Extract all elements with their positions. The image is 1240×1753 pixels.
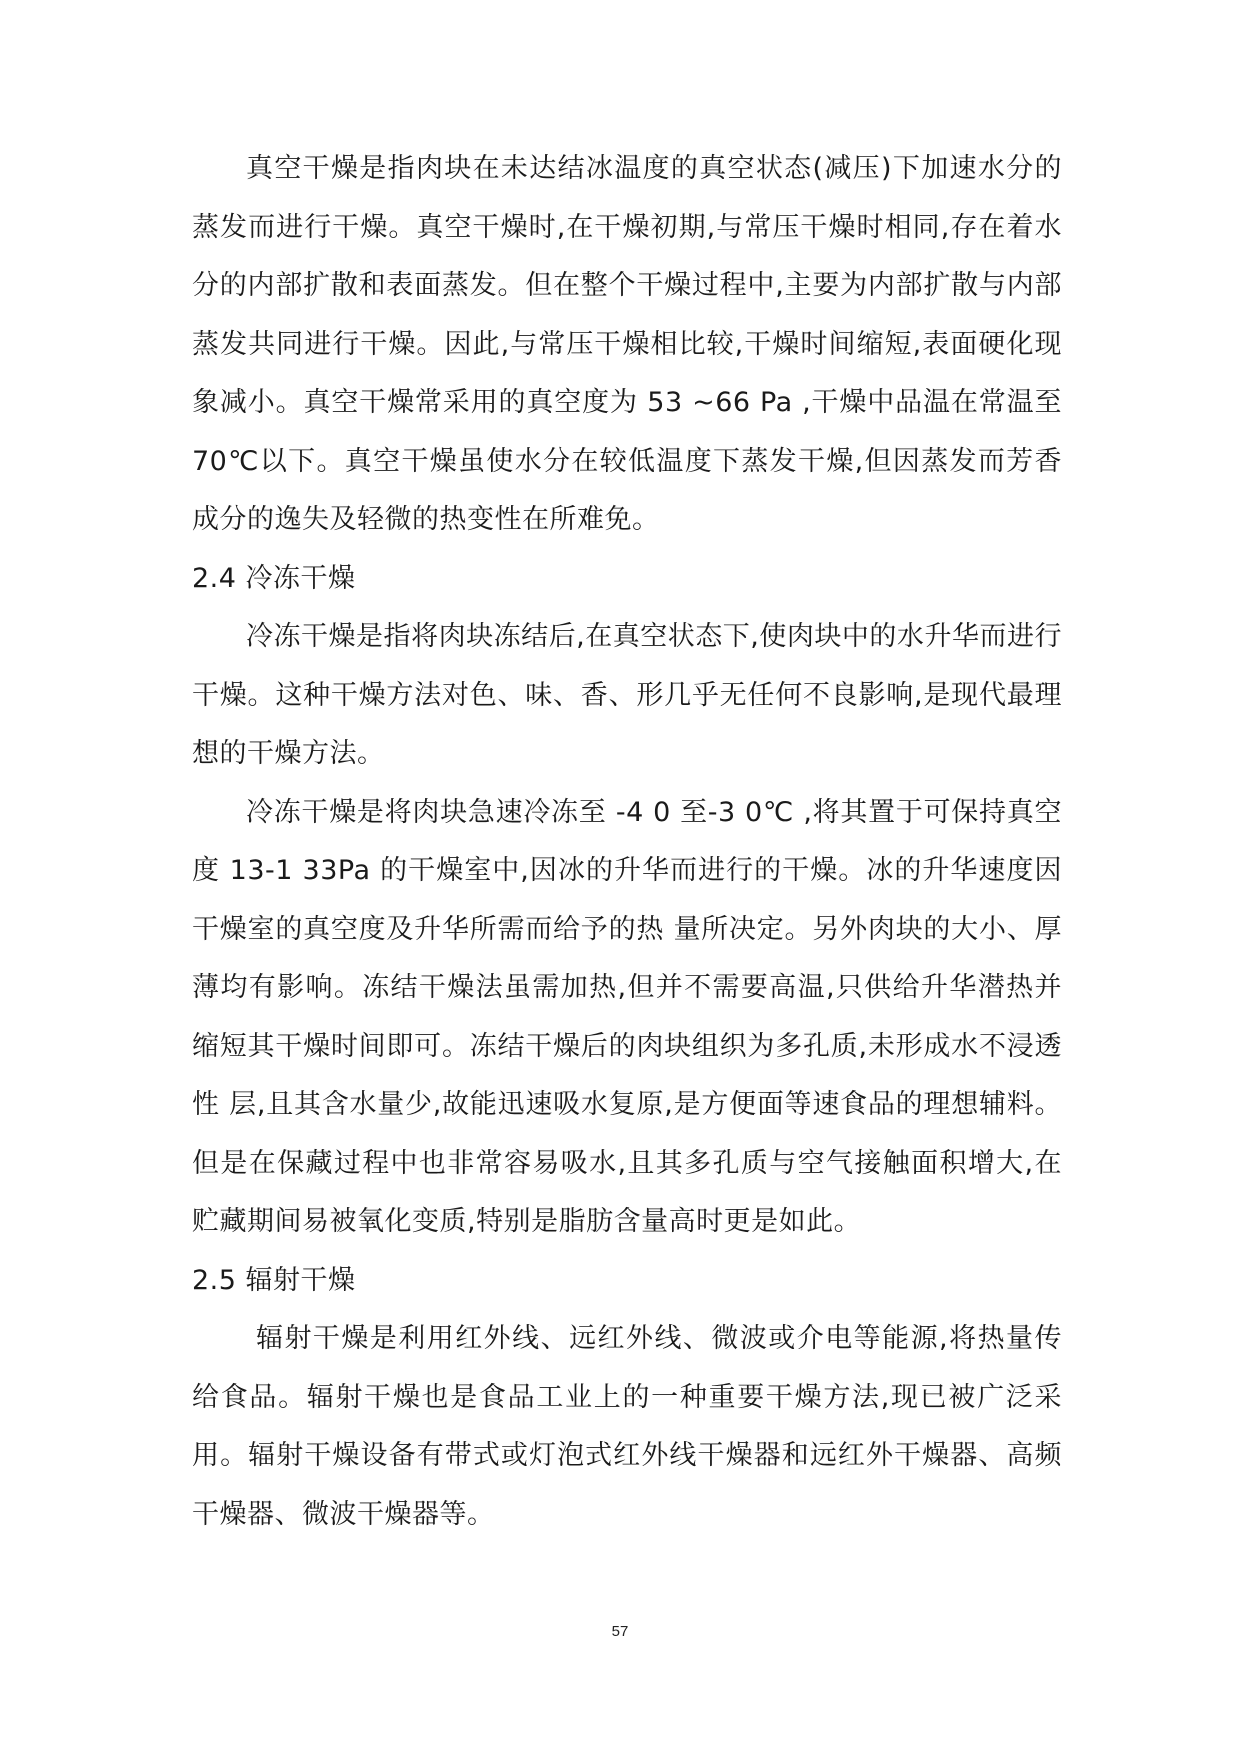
paragraph-radiation-drying: 辐射干燥是利用红外线、远红外线、微波或介电等能源,将热量传给食品。辐射干燥也是食品工业上的一种重要干燥方法,现已被广泛采用。辐射干燥设备有带式或灯泡式红外线干燥器和远红外干燥器、高频干燥器、微波干燥器等。 [192,1323,1062,1530]
paragraph-vacuum-drying: 真空干燥是指肉块在未达结冰温度的真空状态(减压)下加速水分的蒸发而进行干燥。真空干燥时,在干燥初期,与常压干燥时相同,存在着水分的内部扩散和表面蒸发。但在整个干燥过程中,主要为内部扩散与内部蒸发共同进行干燥。因此,与常压干燥相比较,干燥时间缩短,表面硬化现象减小。真空干燥常采用的真空度为 53 ~66 Pa ,干燥中品温在常温至 70℃以下。真空干燥虽使水分在较低温度下蒸发干燥,但因蒸发而芳香成分的逸失及轻微的热变性在所难免。 [192,153,1062,535]
section-heading-radiation-drying: 2.5 辐射干燥 [192,1264,356,1296]
page-number: 57 [611,1623,629,1640]
document-page [192,140,1062,1544]
section-heading-freeze-drying: 2.4 冷冻干燥 [192,562,356,594]
paragraph-freeze-drying-process: 冷冻干燥是将肉块急速冷冻至 -4 0 至-3 0℃ ,将其置于可保持真空度 13-1 33Pa 的干燥室中,因冰的升华而进行的干燥。冰的升华速度因干燥室的真空度及升华所需而给予的热 量所决定。另外肉块的大小、厚薄均有影响。冻结干燥法虽需加热,但并不需要高温,只供给升华潜热并缩短其干燥时间即可。冻结干燥后的肉块组织为多孔质,未形成水不浸透性 层,且其含水量少,故能迅速吸水复原,是方便面等速食品的理想辅料。但是在保藏过程中也非常容易吸水,且其多孔质与空气接触面积增大,在贮藏期间易被氧化变质,特别是脂肪含量高时更是如此。 [192,796,1062,1237]
paragraph-freeze-drying-intro: 冷冻干燥是指将肉块冻结后,在真空状态下,使肉块中的水升华而进行干燥。这种干燥方法对色、味、香、形几乎无任何不良影响,是现代最理想的干燥方法。 [192,621,1062,769]
